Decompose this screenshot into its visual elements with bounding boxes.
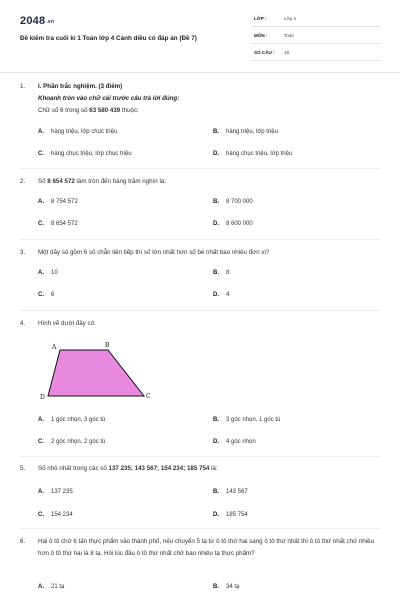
- option-letter: B.: [213, 129, 219, 135]
- option-text: 4: [226, 292, 230, 298]
- question-divider: [20, 528, 380, 529]
- question-text: Một dãy số gồm 6 số chẵn liên tiếp thì số lớn nhất hơn số bé nhất bao nhiêu đơn vị?: [38, 249, 270, 256]
- question-text: [38, 465, 218, 472]
- instruction-text: Khoanh tròn vào chữ cái trước câu trả lời đúng:: [38, 95, 180, 102]
- option-d[interactable]: [213, 292, 229, 298]
- option-c[interactable]: [38, 292, 54, 298]
- question-text-part: Số: [38, 178, 48, 185]
- option-letter: D.: [213, 439, 219, 445]
- option-letter: C.: [38, 439, 44, 445]
- question-text: [38, 178, 166, 185]
- option-a[interactable]: [38, 270, 58, 276]
- option-a[interactable]: [38, 417, 105, 423]
- question-text-part: Chữ số 6 trong số: [38, 107, 90, 114]
- option-text: 8 700 000: [226, 199, 253, 205]
- option-c[interactable]: [38, 221, 78, 227]
- option-text: 21 tạ: [51, 584, 65, 590]
- option-letter: B.: [213, 199, 219, 205]
- option-text: 8 754 572: [51, 199, 78, 205]
- option-a[interactable]: [38, 489, 73, 495]
- vertex-label-c: C: [146, 393, 151, 400]
- option-c[interactable]: [38, 439, 105, 445]
- meta-class-key: LỚP :: [254, 16, 267, 21]
- header-divider: [0, 72, 400, 73]
- vertex-label-d: D: [40, 394, 45, 401]
- question-number: 4.: [20, 320, 26, 327]
- option-d[interactable]: [213, 221, 253, 227]
- trapezoid-figure: [38, 340, 158, 402]
- option-text: hàng chục triệu, lớp chục triệu: [51, 151, 132, 157]
- option-letter: C.: [38, 292, 44, 298]
- option-letter: A.: [38, 417, 44, 423]
- option-text: 6: [51, 292, 55, 298]
- option-text: 3 góc nhọn, 1 góc tù: [226, 417, 281, 423]
- option-text: 10: [51, 270, 58, 276]
- option-b[interactable]: [213, 270, 229, 276]
- option-letter: A.: [38, 489, 44, 495]
- option-d[interactable]: [213, 512, 248, 518]
- option-b[interactable]: [213, 129, 278, 135]
- question-divider: [20, 239, 380, 240]
- option-letter: A.: [38, 584, 44, 590]
- option-a[interactable]: [38, 129, 117, 135]
- question-text-part: là:: [209, 465, 218, 472]
- option-letter: D.: [213, 292, 219, 298]
- option-text: 154 234: [51, 512, 73, 518]
- question-number: 2.: [20, 178, 26, 185]
- option-text: 8 654 572: [51, 221, 78, 227]
- question-number: 1.: [20, 83, 26, 90]
- option-text: 137 235: [51, 489, 73, 495]
- meta-subject-row: [252, 30, 380, 44]
- question-number-bold: 63 580 439: [89, 107, 121, 114]
- option-text: 8 600 000: [226, 221, 253, 227]
- page-header: [0, 0, 400, 70]
- logo-suffix: .vn: [46, 19, 55, 25]
- vertex-label-b: B: [105, 342, 110, 349]
- document-title: Đề kiểm tra cuối kì 1 Toán lớp 4 Cánh diều có đáp án (Đề 7): [20, 35, 197, 42]
- question-divider: [20, 168, 380, 169]
- option-text: hàng triệu, lớp triệu: [226, 129, 278, 135]
- option-a[interactable]: [38, 584, 64, 590]
- section-title: I. Phần trắc nghiệm. (3 điểm): [38, 83, 123, 90]
- question-text-part: làm tròn đến hàng trăm nghìn là:: [74, 178, 166, 185]
- trapezoid-shape: [48, 350, 144, 396]
- option-letter: D.: [213, 512, 219, 518]
- option-b[interactable]: [213, 584, 239, 590]
- option-text: hàng chục triệu, lớp triệu: [226, 151, 293, 157]
- trapezoid-svg: [38, 340, 158, 402]
- option-c[interactable]: [38, 151, 132, 157]
- option-letter: A.: [38, 270, 44, 276]
- option-letter: D.: [213, 151, 219, 157]
- option-text: 185 754: [226, 512, 248, 518]
- meta-count-value: 18: [284, 50, 290, 55]
- option-d[interactable]: [213, 151, 292, 157]
- question-number: 5.: [20, 465, 26, 472]
- option-b[interactable]: [213, 417, 280, 423]
- option-letter: C.: [38, 221, 44, 227]
- option-letter: C.: [38, 512, 44, 518]
- option-d[interactable]: [213, 439, 256, 445]
- question-divider: [20, 456, 380, 457]
- question-number-bold: 8 654 572: [47, 178, 75, 185]
- option-text: 4 góc nhọn: [226, 439, 256, 445]
- question-divider: [20, 310, 380, 311]
- option-b[interactable]: [213, 489, 248, 495]
- option-letter: A.: [38, 129, 44, 135]
- question-text-part: Số nhỏ nhất trong các số: [38, 465, 109, 472]
- question-number: 3.: [20, 249, 26, 256]
- meta-count-key: SỐ CÂU :: [254, 50, 275, 55]
- option-letter: A.: [38, 199, 44, 205]
- meta-class-row: [252, 13, 380, 27]
- option-text: 34 tạ: [226, 584, 240, 590]
- option-letter: B.: [213, 584, 219, 590]
- option-letter: B.: [213, 489, 219, 495]
- option-text: hàng triệu, lớp chục triệu: [51, 129, 118, 135]
- question-text: Hai ô tô chở 6 tấn thực phẩm vào thành phố, nếu chuyển 5 tạ từ ô tô thứ hai sang ô tô thứ nhất thì ô tô thứ nhất chở nhiều hơn ô tô thứ hai là 8 tạ. Hỏi lúc đầu ô tô thứ nhất chở bao nhiêu tạ thực phẩm?: [38, 538, 375, 557]
- question-text-part: thuộc:: [120, 107, 139, 114]
- option-text: 2 góc nhọn, 2 góc tù: [51, 439, 106, 445]
- option-text: 1 góc nhọn, 3 góc tù: [51, 417, 106, 423]
- logo-text: 2048: [20, 15, 46, 27]
- meta-count-row: [252, 47, 380, 61]
- question-number: 6.: [20, 538, 26, 545]
- option-a[interactable]: [38, 199, 78, 205]
- question-number-bold: 137 235; 143 567; 154 234; 185 754: [108, 465, 210, 472]
- question-text: Hình vẽ dưới đây có:: [38, 320, 96, 327]
- option-c[interactable]: [38, 512, 73, 518]
- option-letter: B.: [213, 270, 219, 276]
- option-b[interactable]: [213, 199, 253, 205]
- site-logo[interactable]: [20, 15, 54, 27]
- option-text: 8: [226, 270, 230, 276]
- meta-class-value: Lớp 4: [284, 16, 296, 21]
- vertex-label-a: A: [52, 344, 57, 351]
- option-text: 143 567: [226, 489, 248, 495]
- meta-subject-key: MÔN :: [254, 33, 268, 38]
- option-letter: B.: [213, 417, 219, 423]
- option-letter: C.: [38, 151, 44, 157]
- question-text: [38, 107, 139, 114]
- option-letter: D.: [213, 221, 219, 227]
- meta-subject-value: Toán: [284, 33, 294, 38]
